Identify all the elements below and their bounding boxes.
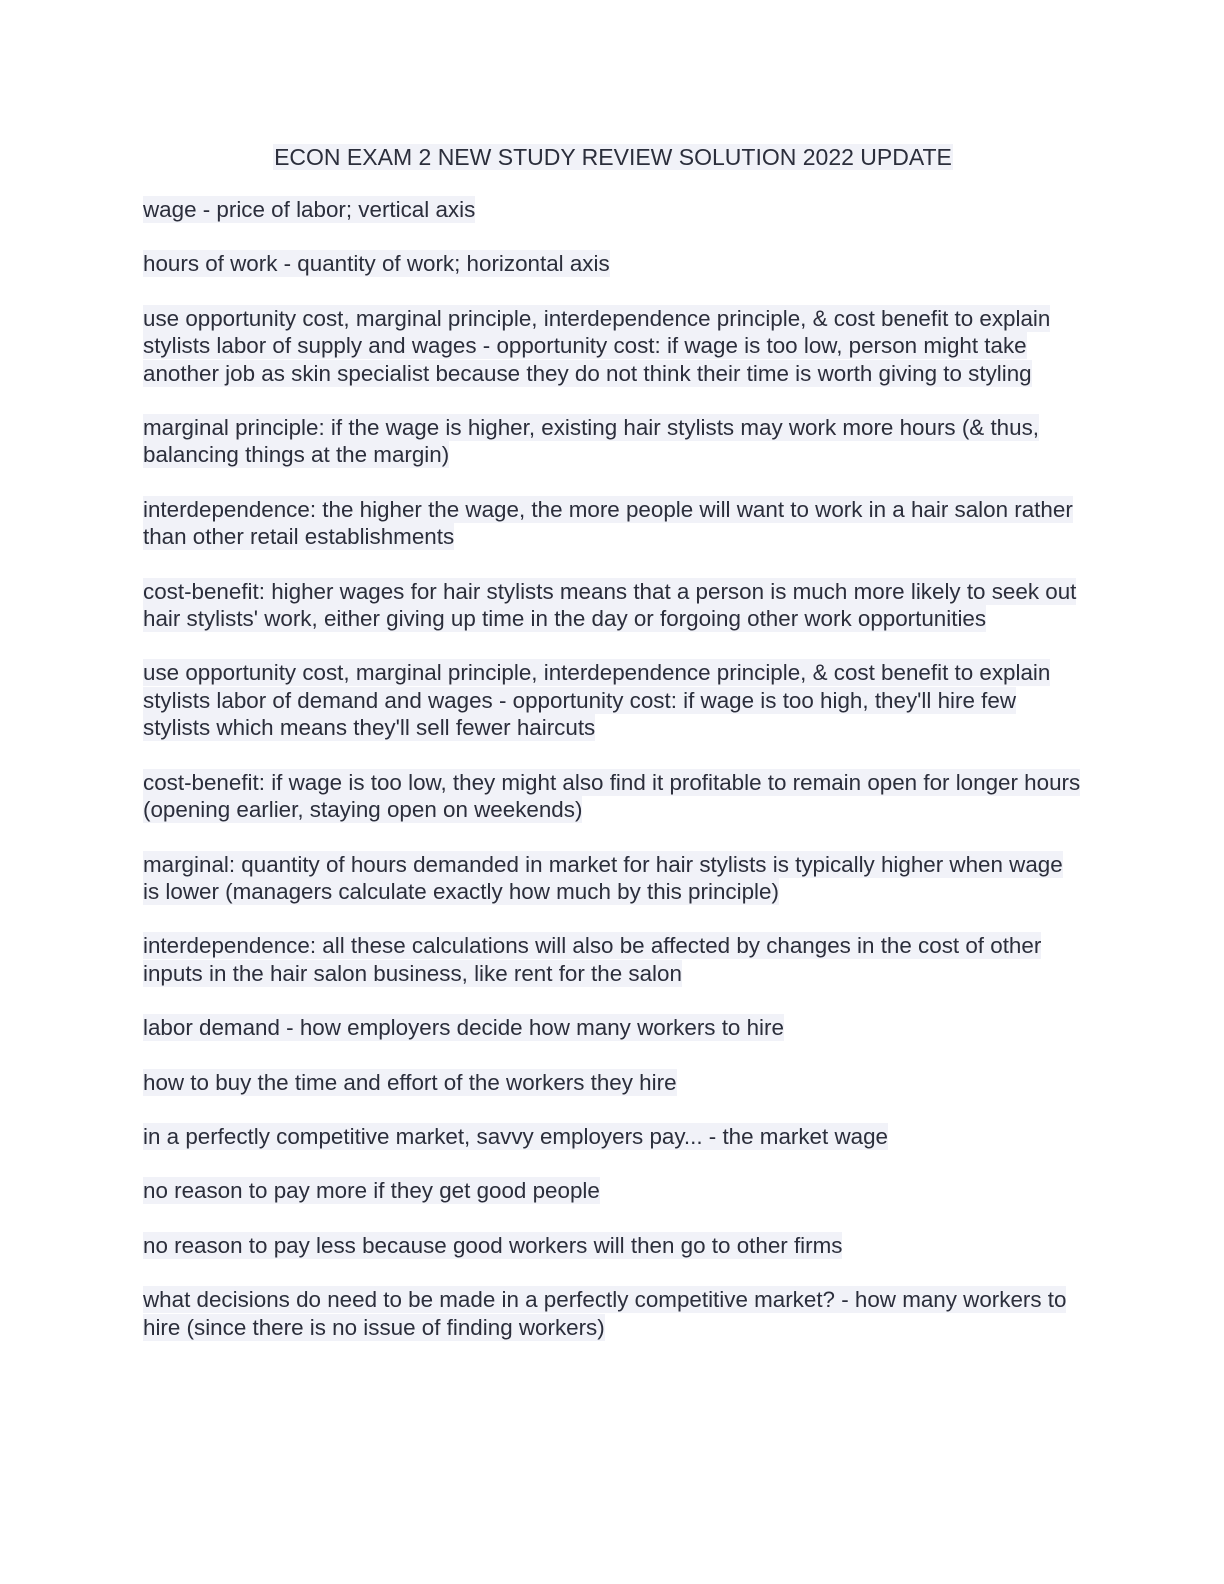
paragraph [143, 1014, 1083, 1041]
paragraph [143, 496, 1083, 551]
paragraph-text: interdependence: all these calculations will also be affected by changes in the cost of other inputs in the hair salon business, like rent for the salon [143, 933, 1042, 986]
paragraph-text: use opportunity cost, marginal principle, interdependence principle, & cost benefit to explain stylists labor of demand and wages - opportunity cost: if wage is too high, they'll hire few stylists which means they'll sell fewer haircuts [143, 660, 1051, 741]
paragraph [143, 769, 1083, 824]
paragraph-text: cost-benefit: if wage is too low, they might also find it profitable to remain open for longer hours (opening earlier, staying open on weekends) [143, 769, 1081, 823]
paragraph [143, 250, 1083, 277]
paragraph-text: in a perfectly competitive market, savvy employers pay... - the market wage [143, 1123, 888, 1149]
paragraph-text: interdependence: the higher the wage, the more people will want to work in a hair salon rather than other retail establishments [143, 496, 1073, 550]
paragraph-text: no reason to pay more if they get good people [143, 1178, 600, 1204]
paragraph [143, 659, 1083, 741]
paragraph-text: hours of work - quantity of work; horizontal axis [143, 251, 610, 277]
paragraph [143, 1232, 1083, 1259]
paragraph [143, 1069, 1083, 1096]
paragraph-text: use opportunity cost, marginal principle, interdependence principle, & cost benefit to explain stylists labor of supply and wages - opportunity cost: if wage is too low, person might take another job as skin specialist because they do not think their time is worth giving to styling [143, 305, 1051, 386]
paragraph-text: cost-benefit: higher wages for hair stylists means that a person is much more likely to seek out hair stylists' work, either giving up time in the day or forgoing other work opportunities [143, 578, 1077, 632]
paragraph-text: labor demand - how employers decide how many workers to hire [143, 1015, 784, 1041]
document-title-text: ECON EXAM 2 NEW STUDY REVIEW SOLUTION 2022 UPDATE [274, 144, 952, 170]
paragraph [143, 932, 1083, 987]
paragraph [143, 1177, 1083, 1204]
paragraph [143, 1286, 1083, 1341]
paragraph-text: no reason to pay less because good workers will then go to other firms [143, 1232, 843, 1258]
paragraph [143, 305, 1083, 387]
paragraph [143, 851, 1083, 906]
paragraph [143, 414, 1083, 469]
paragraph [143, 578, 1083, 633]
paragraph-text: marginal: quantity of hours demanded in market for hair stylists is typically higher when wage is lower (managers calculate exactly how much by this principle) [143, 851, 1063, 904]
paragraph-text: wage - price of labor; vertical axis [143, 197, 476, 222]
paragraph-text: what decisions do need to be made in a perfectly competitive market? - how many workers to hire (since there is no issue of finding workers) [143, 1287, 1067, 1340]
paragraph-text: marginal principle: if the wage is higher, existing hair stylists may work more hours (& thus, balancing things at the margin) [143, 415, 1039, 468]
paragraph-text: how to buy the time and effort of the workers they hire [143, 1069, 677, 1095]
document-page [143, 142, 1083, 1368]
paragraph [143, 196, 1083, 223]
document-title [143, 142, 1083, 172]
paragraph [143, 1123, 1083, 1150]
